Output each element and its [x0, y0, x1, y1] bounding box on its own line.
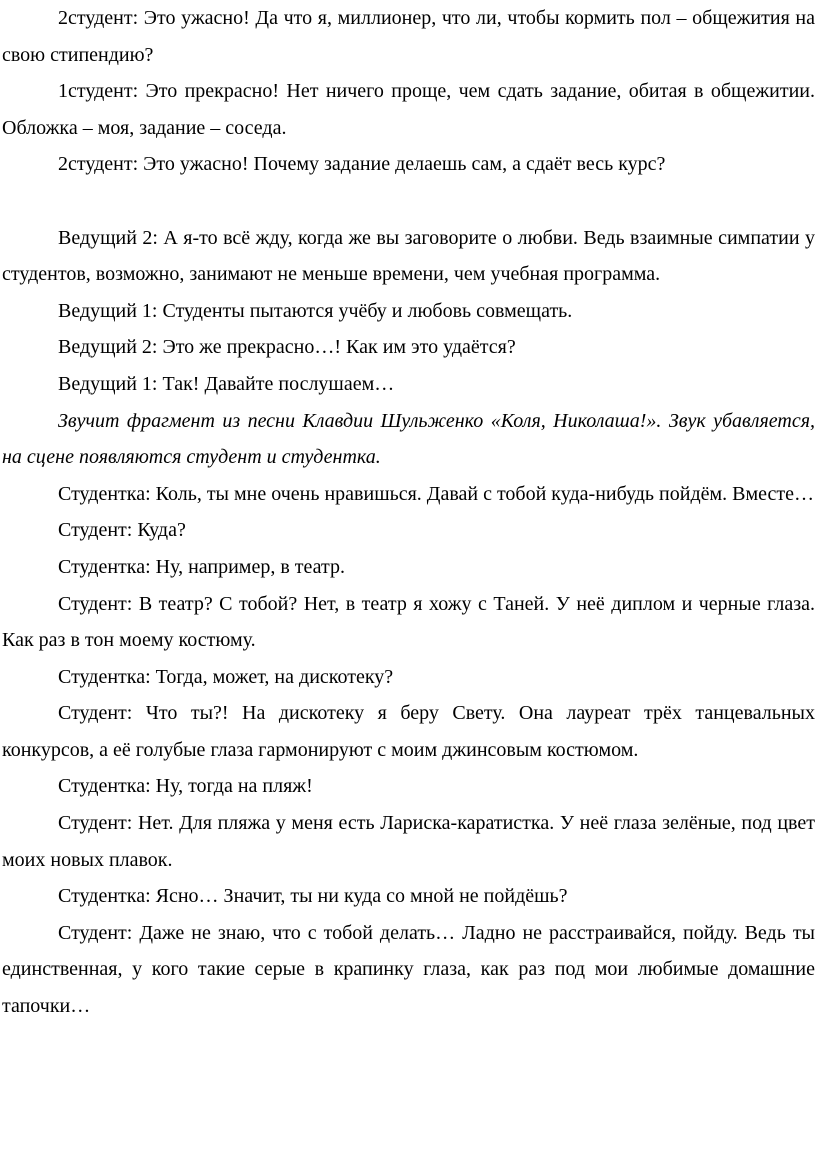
blank-line [2, 183, 815, 220]
paragraph-student-3: Студент: Что ты?! На дискотеку я беру Свету. Она лауреат трёх танцевальных конкурсов, а её голубые глаза гармонируют с моим джинсовым костюмом. [2, 702, 815, 761]
paragraph-studentka-1: Студентка: Коль, ты мне очень нравишься. Давай с тобой куда-нибудь пойдём. Вместе… [58, 482, 815, 505]
paragraph-host1-2: Ведущий 1: Так! Давайте послушаем… [58, 372, 395, 395]
paragraph-student2-1: 2студент: Это ужасно! Да что я, миллионер, что ли, чтобы кормить пол – общежития на свою стипендию? [2, 7, 815, 66]
paragraph-student-1: Студент: Куда? [58, 519, 186, 542]
paragraph-host2-2: Ведущий 2: Это же прекрасно…! Как им это удаётся? [58, 336, 516, 359]
stage-direction: Звучит фрагмент из песни Клавдии Шульженко «Коля, Николаша!». Звук убавляется, на сцене появляются студент и студентка. [2, 409, 815, 469]
paragraph-student1: 1студент: Это прекрасно! Нет ничего проще, чем сдать задание, обитая в общежитии. Обложка – моя, задание – соседа. [2, 80, 815, 139]
paragraph-studentka-5: Студентка: Ясно… Значит, ты ни куда со мной не пойдёшь? [58, 885, 568, 908]
paragraph-student2-2: 2студент: Это ужасно! Почему задание делаешь сам, а сдаёт весь курс? [58, 153, 666, 176]
paragraph-student-4: Студент: Нет. Для пляжа у меня есть Лариска-каратистка. У неё глаза зелёные, под цвет моих новых плавок. [2, 812, 815, 871]
paragraph-host2-1: Ведущий 2: А я-то всё жду, когда же вы заговорите о любви. Ведь взаимные симпатии у студентов, возможно, занимают не меньше времени, чем учебная программа. [2, 226, 815, 286]
paragraph-host1-1: Ведущий 1: Студенты пытаются учёбу и любовь совмещать. [58, 299, 573, 322]
paragraph-student-5: Студент: Даже не знаю, что с тобой делать… Ладно не расстраивайся, пойду. Ведь ты единственная, у кого такие серые в крапинку глаза, как раз под мои любимые домашние тапочки… [2, 921, 815, 1018]
paragraph-studentka-4: Студентка: Ну, тогда на пляж! [58, 775, 313, 798]
paragraph-studentka-2: Студентка: Ну, например, в театр. [58, 555, 345, 578]
paragraph-studentka-3: Студентка: Тогда, может, на дискотеку? [58, 665, 394, 688]
paragraph-student-2: Студент: В театр? С тобой? Нет, в театр я хожу с Таней. У неё диплом и черные глаза. Как раз в тон моему костюму. [2, 592, 815, 652]
